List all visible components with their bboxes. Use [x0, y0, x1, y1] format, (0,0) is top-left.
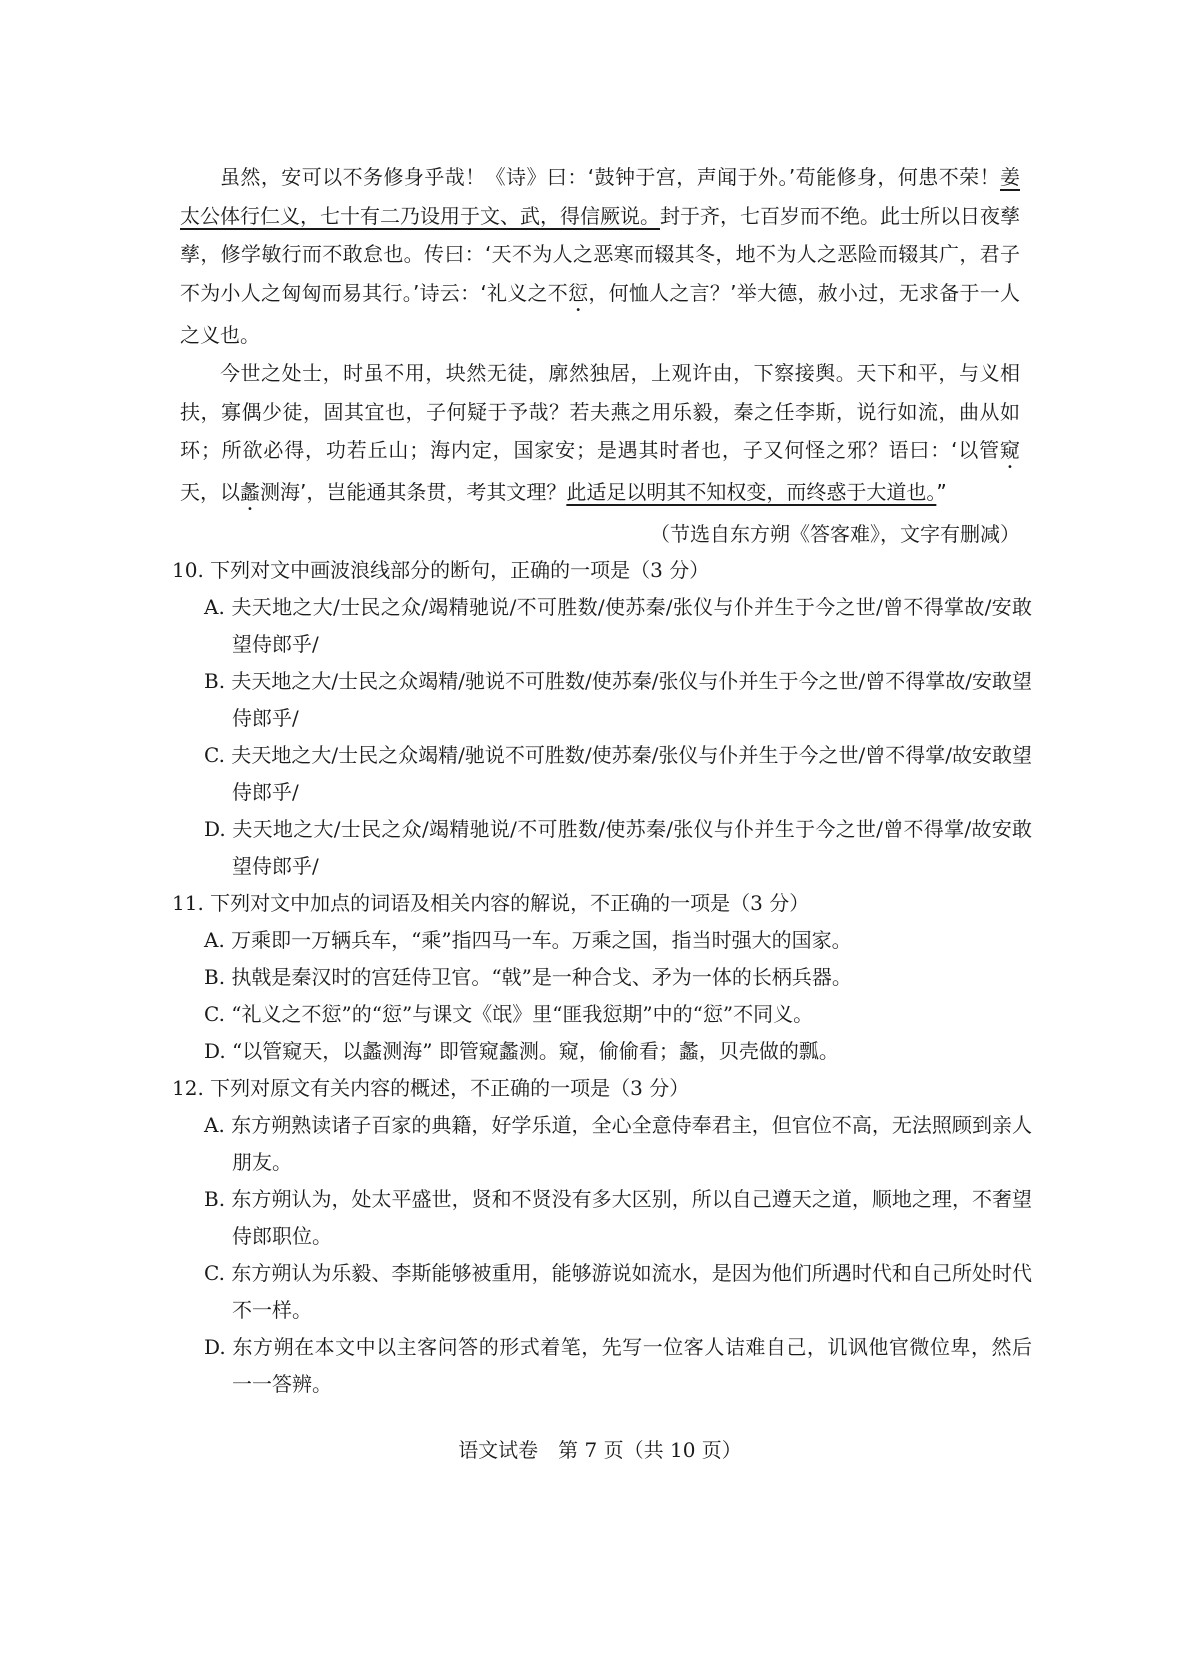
passage-paragraph-2 — [180, 354, 1020, 515]
question-11 — [172, 885, 1032, 1070]
reading-passage — [180, 158, 1020, 515]
option-b: B. 执戟是秦汉时的宫廷侍卫官。“戟”是一种合戈、矛为一体的长柄兵器。 — [204, 965, 852, 989]
option-d: D. 夫天地之大/士民之众/竭精驰说/不可胜数/使苏秦/张仪与仆并生于今之世/曾不得掌/故安敢望侍郎乎/ — [204, 817, 1032, 878]
option-c: C. “礼义之不愆”的“愆”与课文《氓》里“匪我愆期”中的“愆”不同义。 — [204, 1002, 814, 1026]
passage-text: 测海’，岂能通其条贯，考其文理？ — [260, 480, 567, 504]
dotted-word: 蠡 — [240, 480, 260, 504]
dotted-word: 愆 — [568, 280, 589, 305]
question-stem: 11. 下列对文中加点的词语及相关内容的解说，不正确的一项是（3 分） — [172, 891, 810, 915]
option-a: A. 万乘即一万辆兵车，“乘”指四马一车。万乘之国，指当时强大的国家。 — [204, 928, 852, 952]
option-b: B. 夫天地之大/士民之众竭精/驰说不可胜数/使苏秦/张仪与仆并生于今之世/曾不得掌故/安敢望侍郎乎/ — [204, 669, 1032, 730]
passage-paragraph-1 — [180, 158, 1020, 354]
option-d: D. 东方朔在本文中以主客问答的形式着笔，先写一位客人诘难自己，讥讽他官微位卑，然后一一答辨。 — [204, 1335, 1032, 1396]
option-c: C. 夫天地之大/士民之众竭精/驰说不可胜数/使苏秦/张仪与仆并生于今之世/曾不得掌/故安敢望侍郎乎/ — [204, 743, 1032, 804]
option-a: A. 东方朔熟读诸子百家的典籍，好学乐道，全心全意侍奉君主，但官位不高，无法照顾到亲人朋友。 — [204, 1113, 1032, 1174]
passage-text: 今世之处士，时虽不用，块然无徒，廓然独居，上观许由，下察接舆。天下和平，与义相扶，寡偶少徒，固其宜也，子何疑于予哉？若夫燕之用乐毅，秦之任李斯，说行如流，曲从如环；所欲必得，功若丘山；海内定，国家安；是遇其时者也，子又何怪之邪？语曰：‘以管 — [180, 361, 1020, 462]
passage-text: 虽然，安可以不务修身乎哉！《诗》曰：‘鼓钟于宫，声闻于外。’苟能修身，何患不荣！ — [220, 165, 1000, 189]
option-d: D. “以管窥天，以蠡测海” 即管窥蠡测。窥，偷偷看；蠡，贝壳做的瓢。 — [204, 1039, 839, 1063]
underlined-sentence: 姜太公体行仁义，七十有二乃设用于文、武，得信厥说。 — [180, 165, 1020, 228]
page-footer: 语文试卷 第 7 页（共 10 页） — [458, 1438, 742, 1462]
question-10 — [172, 552, 1032, 885]
question-stem: 12. 下列对原文有关内容的概述，不正确的一项是（3 分） — [172, 1076, 690, 1100]
question-stem: 10. 下列对文中画波浪线部分的断句，正确的一项是（3 分） — [172, 558, 710, 582]
dotted-word: 窥 — [1000, 438, 1020, 462]
passage-source: （节选自东方朔《答客难》，文字有删减） — [650, 522, 1020, 546]
underlined-sentence: 此适足以明其不知权变，而终惑于大道也。 — [566, 480, 937, 504]
passage-text: ，何恤人之言？’举大德，赦小过，无求备于一人之义也。 — [180, 280, 1021, 347]
option-a: A. 夫天地之大/士民之众/竭精驰说/不可胜数/使苏秦/张仪与仆并生于今之世/曾不得掌故/安敢望侍郎乎/ — [204, 595, 1032, 656]
passage-text: 天，以 — [180, 480, 240, 504]
option-b: B. 东方朔认为，处太平盛世，贤和不贤没有多大区别，所以自己遵天之道，顺地之理，不奢望侍郎职位。 — [204, 1187, 1032, 1248]
passage-text: 封于齐，七百岁而不绝。此士所以日夜孳孳，修学敏行而不敢怠也。传曰：‘天不为人之恶寒而辍其冬，地不为人之恶险而辍其广，君子不为小人之匈匈而易其行。’诗云：‘礼义之不 — [180, 203, 1020, 305]
passage-text: ” — [936, 480, 947, 504]
question-list — [172, 552, 1032, 1403]
option-c: C. 东方朔认为乐毅、李斯能够被重用，能够游说如流水，是因为他们所遇时代和自己所处时代不一样。 — [204, 1261, 1032, 1322]
question-12 — [172, 1070, 1032, 1403]
